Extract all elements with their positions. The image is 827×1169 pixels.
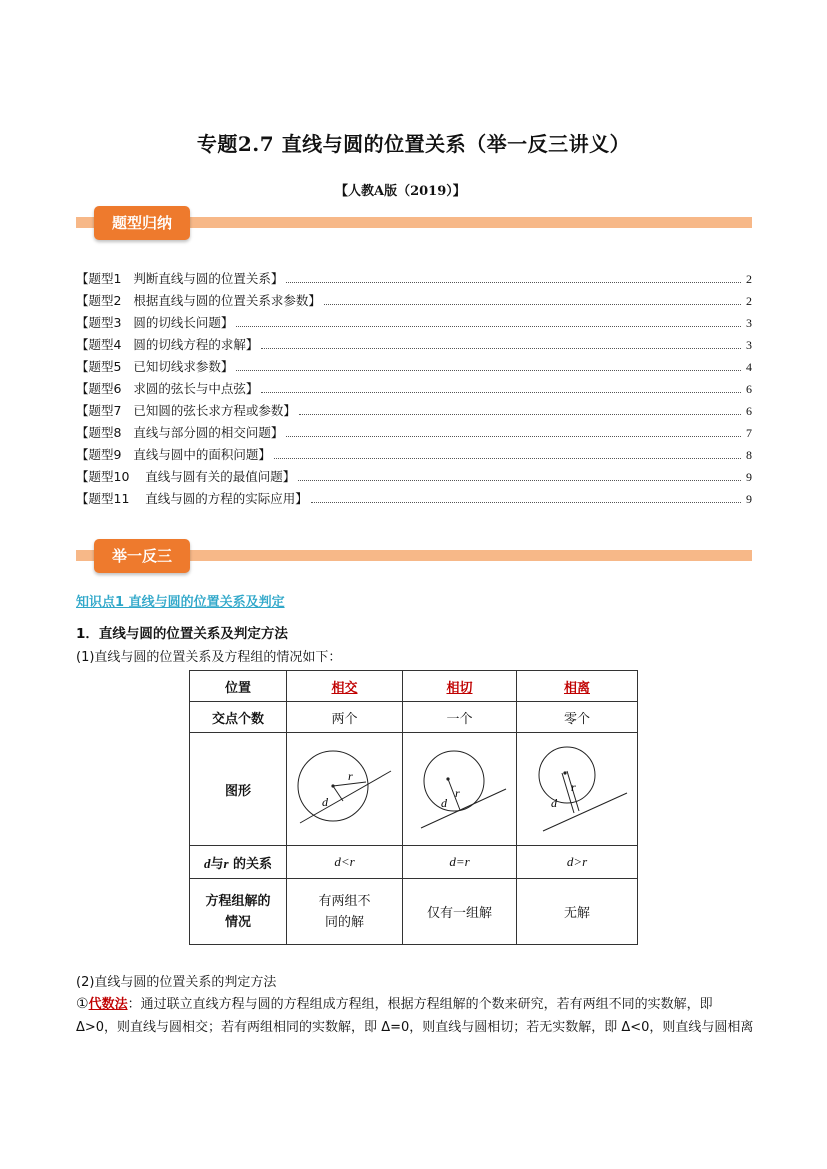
toc-item-label: 【题型6 求圆的弦长与中点弦】: [76, 381, 259, 396]
toc-item-label: 【题型3 圆的切线长问题】: [76, 315, 234, 330]
cell-value: d=r: [403, 846, 517, 879]
line-shape: [300, 771, 391, 823]
section-intro: (1)直线与圆的位置关系及方程组的情况如下：: [76, 650, 342, 665]
method-text: ：通过联立直线方程与圆的方程组成方程组，根据方程组解的个数来研究，若有两组不同的实数解，即 Δ>0，则直线与圆相交；若有两组相同的实数解，即 Δ=0，则直线与圆相切；若无实数解，即 Δ<0，则直线与圆相离: [76, 997, 754, 1035]
toc-item-page: 2: [746, 294, 752, 308]
figure-cell: [287, 733, 403, 846]
toc-item-page: 3: [746, 338, 752, 352]
center-point: [331, 784, 334, 787]
toc-item[interactable]: [76, 423, 752, 445]
toc-item[interactable]: [76, 467, 752, 489]
intersect-diagram: [288, 733, 401, 841]
cell-value: d<r: [287, 846, 403, 879]
toc-item[interactable]: [76, 379, 752, 401]
cell-value: 两个: [287, 702, 403, 733]
toc-item-page: 6: [746, 382, 752, 396]
d-label: d: [441, 796, 447, 810]
cell-value: d>r: [517, 846, 638, 879]
toc-banner: [76, 203, 752, 243]
d-label: d: [322, 795, 328, 809]
toc-item-page: 9: [746, 470, 752, 484]
toc-item-page: 4: [746, 360, 752, 374]
toc-banner-label: 题型归纳: [94, 206, 190, 240]
toc-item[interactable]: [76, 357, 752, 379]
toc-item-page: 6: [746, 404, 752, 418]
toc-item-label: 【题型5 已知切线求参数】: [76, 359, 234, 374]
d-label: d: [551, 796, 557, 810]
method-number: ①: [76, 996, 89, 1012]
section-banner-label: 举一反三: [94, 539, 190, 573]
cell-value: 零个: [517, 702, 638, 733]
toc-item[interactable]: [76, 489, 752, 511]
tangent-diagram: [403, 733, 516, 841]
cell-value: 仅有一组解: [403, 879, 517, 945]
toc-item[interactable]: [76, 401, 752, 423]
toc-item-page: 9: [746, 492, 752, 506]
cell-separate: 相离: [517, 671, 638, 702]
figure-cell: [403, 733, 517, 846]
r-label: r: [455, 786, 460, 800]
toc-item-label: 【题型8 直线与部分圆的相交问题】: [76, 425, 284, 440]
toc-item-page: 2: [746, 272, 752, 286]
relation-table: [189, 670, 638, 945]
page-title: 专题2.7 直线与圆的位置关系（举一反三讲义）: [196, 132, 631, 156]
toc-item[interactable]: [76, 445, 752, 467]
method-paragraph: [76, 993, 756, 1039]
center-point: [446, 777, 449, 780]
toc-item-label: 【题型7 已知圆的弦长求方程或参数】: [76, 403, 296, 418]
row-header-figure: 图形: [190, 733, 287, 846]
toc-item[interactable]: [76, 291, 752, 313]
row-header-position: 位置: [190, 671, 287, 702]
figure-cell: [517, 733, 638, 846]
cell-value: 有两组不 同的解: [287, 879, 403, 945]
circle-shape: [539, 747, 595, 803]
page-subtitle: 【人教A版（2019）】: [335, 184, 466, 199]
line-shape: [421, 789, 506, 828]
center-point: [563, 771, 566, 774]
toc-item[interactable]: [76, 313, 752, 335]
section-heading: 1．直线与圆的位置关系及判定方法: [76, 626, 288, 642]
toc-item-label: 【题型2 根据直线与圆的位置关系求参数】: [76, 293, 321, 308]
separate-diagram: [517, 733, 637, 841]
toc-item-label: 【题型4 圆的切线方程的求解】: [76, 337, 259, 352]
knowledge-point-heading: 知识点1 直线与圆的位置关系及判定: [76, 595, 285, 610]
cell-intersect: 相交: [287, 671, 403, 702]
r-label: r: [348, 769, 353, 783]
circle-shape: [424, 751, 484, 811]
cell-tangent: 相切: [403, 671, 517, 702]
toc-item-page: 7: [746, 426, 752, 440]
section-banner: [76, 536, 752, 576]
row-header-solutions: 方程组解的 情况: [190, 879, 287, 945]
row-header-intersections: 交点个数: [190, 702, 287, 733]
cell-value: 无解: [517, 879, 638, 945]
toc-item-page: 3: [746, 316, 752, 330]
toc-item[interactable]: [76, 269, 752, 291]
toc-item-label: 【题型1 判断直线与圆的位置关系】: [76, 271, 284, 286]
toc-item-label: 【题型9 直线与圆中的面积问题】: [76, 447, 271, 462]
toc-item-label: 【题型10 直线与圆有关的最值问题】: [76, 469, 296, 484]
table-of-contents: [76, 269, 752, 511]
toc-item[interactable]: [76, 335, 752, 357]
method-name: 代数法: [88, 997, 128, 1012]
cell-value: 一个: [403, 702, 517, 733]
toc-item-label: 【题型11 直线与圆的方程的实际应用】: [76, 491, 308, 506]
section2-intro: (2)直线与圆的位置关系的判定方法: [76, 975, 277, 990]
distance-line: [333, 786, 343, 801]
r-label: r: [571, 780, 576, 794]
row-header-relation: d与r 的关系: [190, 846, 287, 879]
toc-item-page: 8: [746, 448, 752, 462]
